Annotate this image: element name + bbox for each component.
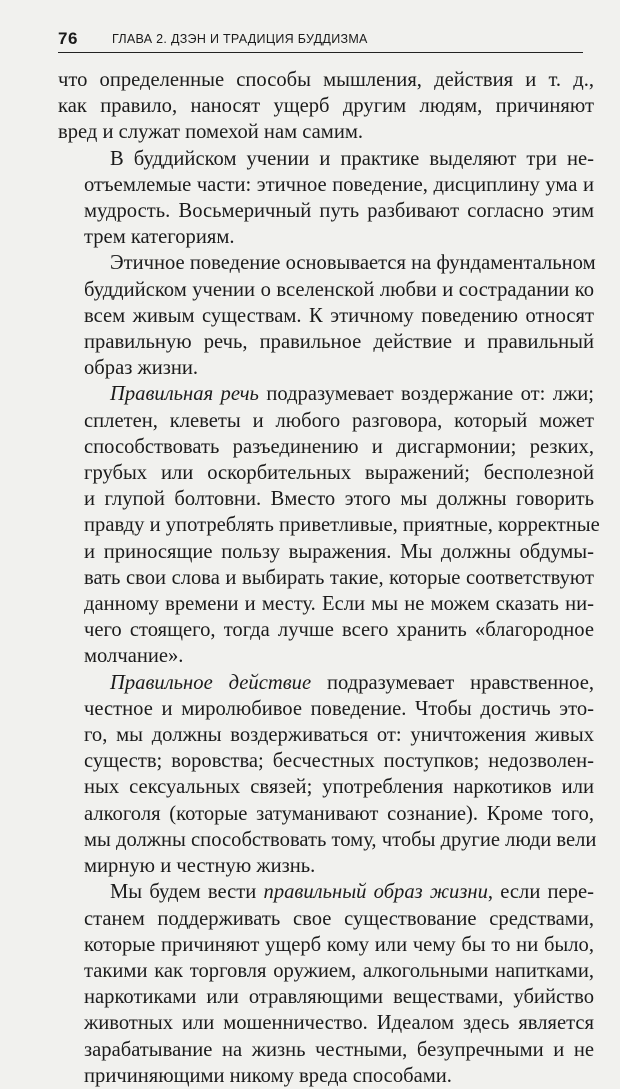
text-line: как правило, наносят ущерб другим людям, причиняют	[58, 95, 594, 118]
text-line	[58, 879, 594, 905]
text-line: алкоголя (которые затуманивают сознание). Кроме того,	[84, 802, 594, 825]
text-line: такими как торговля оружием, алкогольными напитками,	[84, 959, 594, 982]
text-span: подразумевает нравственное,	[311, 671, 594, 694]
text-line: Этичное поведение основывается на фундаментальном	[110, 252, 596, 275]
text-line: правду и употреблять приветливые, приятные, корректные	[84, 514, 600, 537]
paragraph	[58, 67, 594, 146]
text-line: ных сексуальных связей; употребления наркотиков или	[84, 776, 594, 799]
text-line: существ; воровства; бесчестных поступков; недозволен-	[84, 750, 594, 773]
text-line: станем поддерживать свое существование средствами,	[84, 907, 594, 930]
text-span: Мы будем вести	[110, 881, 264, 904]
paragraph	[58, 146, 594, 251]
text-line	[58, 381, 594, 407]
text-line: образ жизни.	[84, 357, 199, 380]
text-line: способствовать разъединению и дисгармонии; резких,	[84, 435, 594, 458]
chapter-title: ГЛАВА 2. ДЗЭН И ТРАДИЦИЯ БУДДИЗМА	[112, 32, 368, 46]
paragraph	[58, 879, 594, 1089]
text-line: В буддийском учении и практике выделяют три не-	[110, 147, 594, 170]
text-line: мы должны способствовать тому, чтобы другие люди вели	[84, 828, 597, 851]
text-line: вред и служат помехой нам самим.	[58, 121, 364, 144]
text-line: мирную и честную жизнь.	[84, 855, 316, 878]
text-line: и глупой болтовни. Вместо этого мы должны говорить	[84, 488, 594, 511]
text-span: , если пере-	[487, 881, 594, 904]
text-line: всем живым существам. К этичному поведению относят	[84, 304, 594, 327]
paragraph	[58, 381, 600, 669]
text-line: животных или мошенничество. Идеалом здесь является	[84, 1012, 594, 1035]
term-right-livelihood: правильный образ жизни	[263, 881, 488, 904]
body-text	[58, 67, 600, 1089]
text-span: подразумевает воздержание от: лжи;	[258, 383, 594, 406]
text-line: которые причиняют ущерб кому или чему бы то ни было,	[84, 933, 594, 956]
running-header	[58, 26, 583, 53]
page-number: 76	[58, 29, 78, 48]
paragraph	[58, 670, 597, 880]
text-line: грубых или оскорбительных выражений; бесполезной	[84, 462, 594, 485]
text-line: и приносящие пользу выражения. Мы должны обдумы-	[84, 540, 594, 563]
text-line: вать свои слова и выбирать такие, которые соответствуют	[84, 566, 594, 589]
term-right-speech: Правильная речь	[110, 383, 259, 406]
text-line: правильную речь, правильное действие и правильный	[84, 331, 594, 354]
text-line: данному времени и месту. Если мы не можем сказать ни-	[84, 593, 594, 616]
text-line: причиняющими никому вреда способами.	[84, 1064, 452, 1087]
text-line: зарабатывание на жизнь честными, безупречными и не	[84, 1038, 594, 1061]
text-line	[58, 670, 594, 696]
text-line: мудрость. Восьмеричный путь разбивают согласно этим	[84, 200, 594, 223]
text-line: сплетен, клеветы и любого разговора, который может	[84, 409, 594, 432]
text-line: что определенные способы мышления, действия и т. д.,	[58, 69, 594, 91]
text-line: честное и миролюбивое поведение. Чтобы достичь это-	[84, 697, 594, 720]
paragraph	[58, 250, 594, 381]
text-line: трем категориям.	[84, 226, 235, 249]
text-line: буддийском учении о вселенской любви и сострадании ко	[84, 278, 594, 301]
term-right-action: Правильное действие	[110, 671, 312, 694]
text-line: отъемлемые части: этичное поведение, дисциплину ума и	[84, 173, 594, 196]
text-line: наркотиками или отравляющими веществами, убийство	[84, 986, 594, 1009]
text-line: молчание».	[84, 645, 184, 668]
text-line: чего стоящего, тогда лучше всего хранить «благородное	[84, 619, 594, 642]
text-line: го, мы должны воздерживаться от: уничтожения живых	[84, 724, 594, 747]
